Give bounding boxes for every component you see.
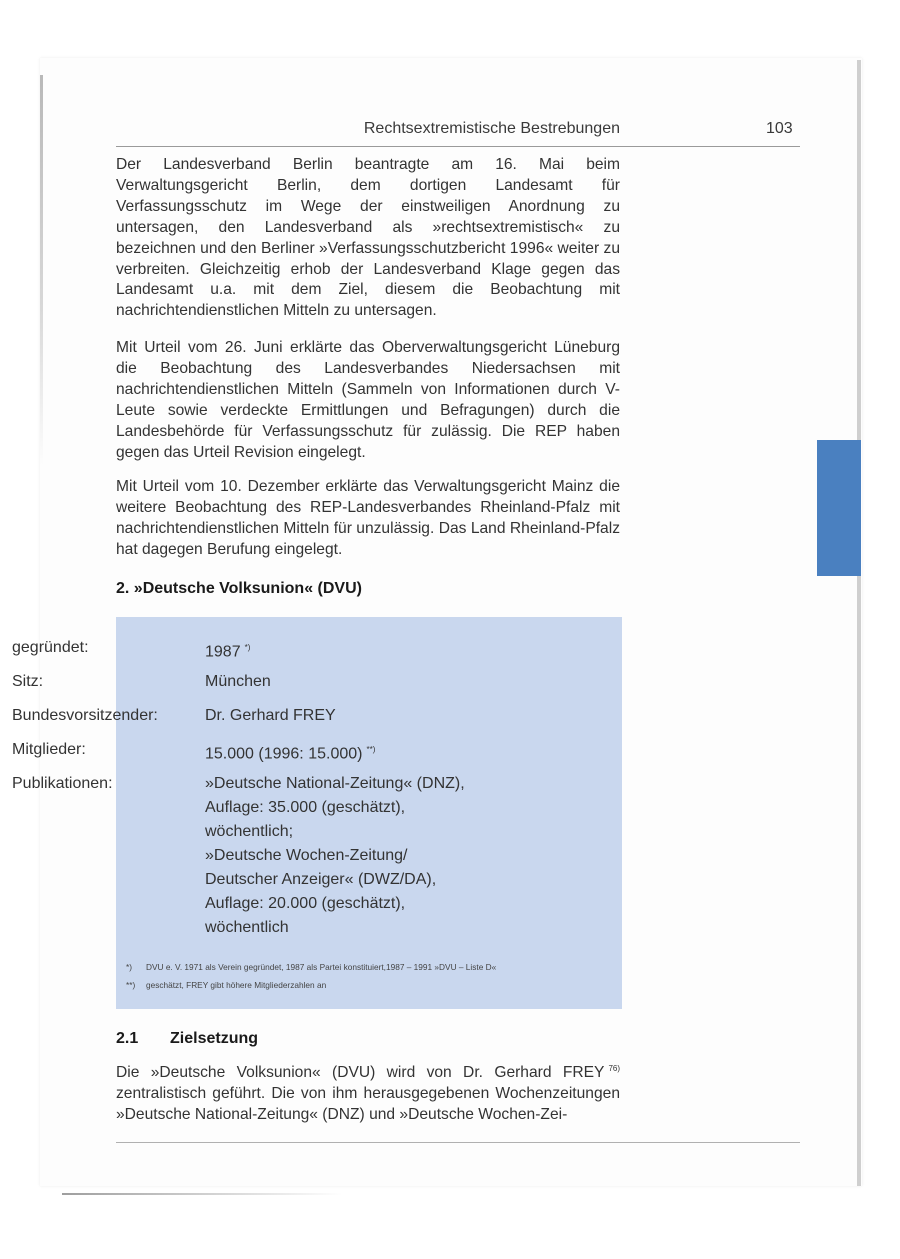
- info-label: gegründet:: [12, 639, 89, 656]
- publication-line: »Deutsche National-Zeitung« (DNZ),: [205, 775, 465, 792]
- scan-left-edge: [40, 75, 43, 465]
- info-box-footnote: [126, 962, 496, 972]
- info-value: München: [205, 673, 271, 690]
- publication-line: Deutscher Anzeiger« (DWZ/DA),: [205, 871, 437, 888]
- info-value-text: 1987: [205, 643, 241, 661]
- publication-line: Auflage: 35.000 (geschätzt),: [205, 799, 406, 816]
- info-box-footnote: [126, 980, 326, 990]
- footnote-marker: **): [366, 745, 376, 754]
- publication-line: Auflage: 20.000 (geschätzt),: [205, 895, 406, 912]
- info-value: Dr. Gerhard FREY: [205, 707, 336, 724]
- section-heading-dvu: 2. »Deutsche Volksunion« (DVU): [116, 580, 362, 597]
- paragraph-zielsetzung: [116, 1059, 620, 1126]
- footnote-mark: **): [126, 980, 136, 990]
- scan-right-edge: [857, 60, 861, 1186]
- footnote-text: DVU e. V. 1971 als Verein gegründet, 1987 als Partei konstituiert,1987 – 1991 »DVU – Liste D«: [146, 962, 497, 972]
- info-label: Publikationen:: [12, 775, 113, 792]
- footnote-mark: *): [126, 962, 132, 972]
- footnote-marker: *): [244, 643, 251, 652]
- header-rule: [116, 146, 800, 147]
- publication-line: wöchentlich;: [205, 823, 294, 840]
- section-title: Zielsetzung: [170, 1030, 259, 1047]
- publication-line: »Deutsche Wochen-Zeitung/: [205, 847, 408, 864]
- info-label: Bundesvorsitzender:: [12, 707, 158, 724]
- paragraph-lueneburg: Mit Urteil vom 26. Juni erklärte das Oberverwaltungsgericht Lüneburg die Beobachtung des Landesverbandes Niedersachsen mit nachrichtendienstlichen Mitteln (Sammeln von Informationen durch V-Leute sowie verdeckte Ermittlungen und Befragungen) durch die Landesbehörde für Verfassungsschutz für zulässig. Die REP haben gegen das Urteil Revision eingelegt.: [116, 339, 620, 461]
- section-number: 2.1: [116, 1030, 139, 1047]
- scan-bottom-edge: [62, 1193, 342, 1195]
- info-value-text: 15.000 (1996: 15.000): [205, 745, 363, 763]
- chapter-side-tab: [817, 440, 861, 576]
- publications-list: [205, 772, 505, 940]
- info-label: Sitz:: [12, 673, 44, 690]
- running-head: Rechtsextremistische Bestrebungen: [363, 120, 620, 137]
- publication-line: wöchentlich: [205, 919, 289, 936]
- endnote-reference: 76): [608, 1064, 620, 1073]
- footer-rule: [116, 1142, 800, 1143]
- footnote-text: geschätzt, FREY gibt höhere Mitgliederzahlen an: [146, 980, 327, 990]
- info-value: [205, 636, 505, 664]
- info-label: Mitglieder:: [12, 741, 86, 758]
- section-heading-zielsetzung: [116, 1030, 258, 1048]
- info-value: [205, 738, 505, 766]
- paragraph-mainz: Mit Urteil vom 10. Dezember erklärte das Verwaltungsgericht Mainz die weitere Beobachtung des REP-Landesverbandes Rheinland-Pfalz mit nachrichtendienstlichen Mitteln für unzulässig. Das Land Rheinland-Pfalz hat dagegen Berufung eingelegt.: [116, 478, 620, 558]
- paragraph-berlin: Der Landesverband Berlin beantragte am 16. Mai beim Verwaltungsgericht Berlin, dem dortigen Landesamt für Verfassungsschutz im Wege der einstweiligen Anordnung zu untersagen, den Landesverband als »rechtsextremistisch« zu bezeichnen und den Berliner »Verfassungsschutzbericht 1996« weiter zu verbreiten. Gleichzeitig erhob der Landesverband Klage gegen das Landesamt u.a. mit dem Ziel, diesem die Beobachtung mit nachrichtendienstlichen Mitteln zu untersagen.: [116, 156, 620, 320]
- paragraph-text: Die »Deutsche Volksunion« (DVU) wird von Dr. Gerhard FREY: [116, 1064, 605, 1082]
- page-number: 103: [766, 120, 793, 137]
- paragraph-text: zentralistisch geführt. Die von ihm herausgegebenen Wochenzeitungen »Deutsche National-Zeitung« (DNZ) und »Deutsche Wochen-Zei-: [116, 1085, 620, 1123]
